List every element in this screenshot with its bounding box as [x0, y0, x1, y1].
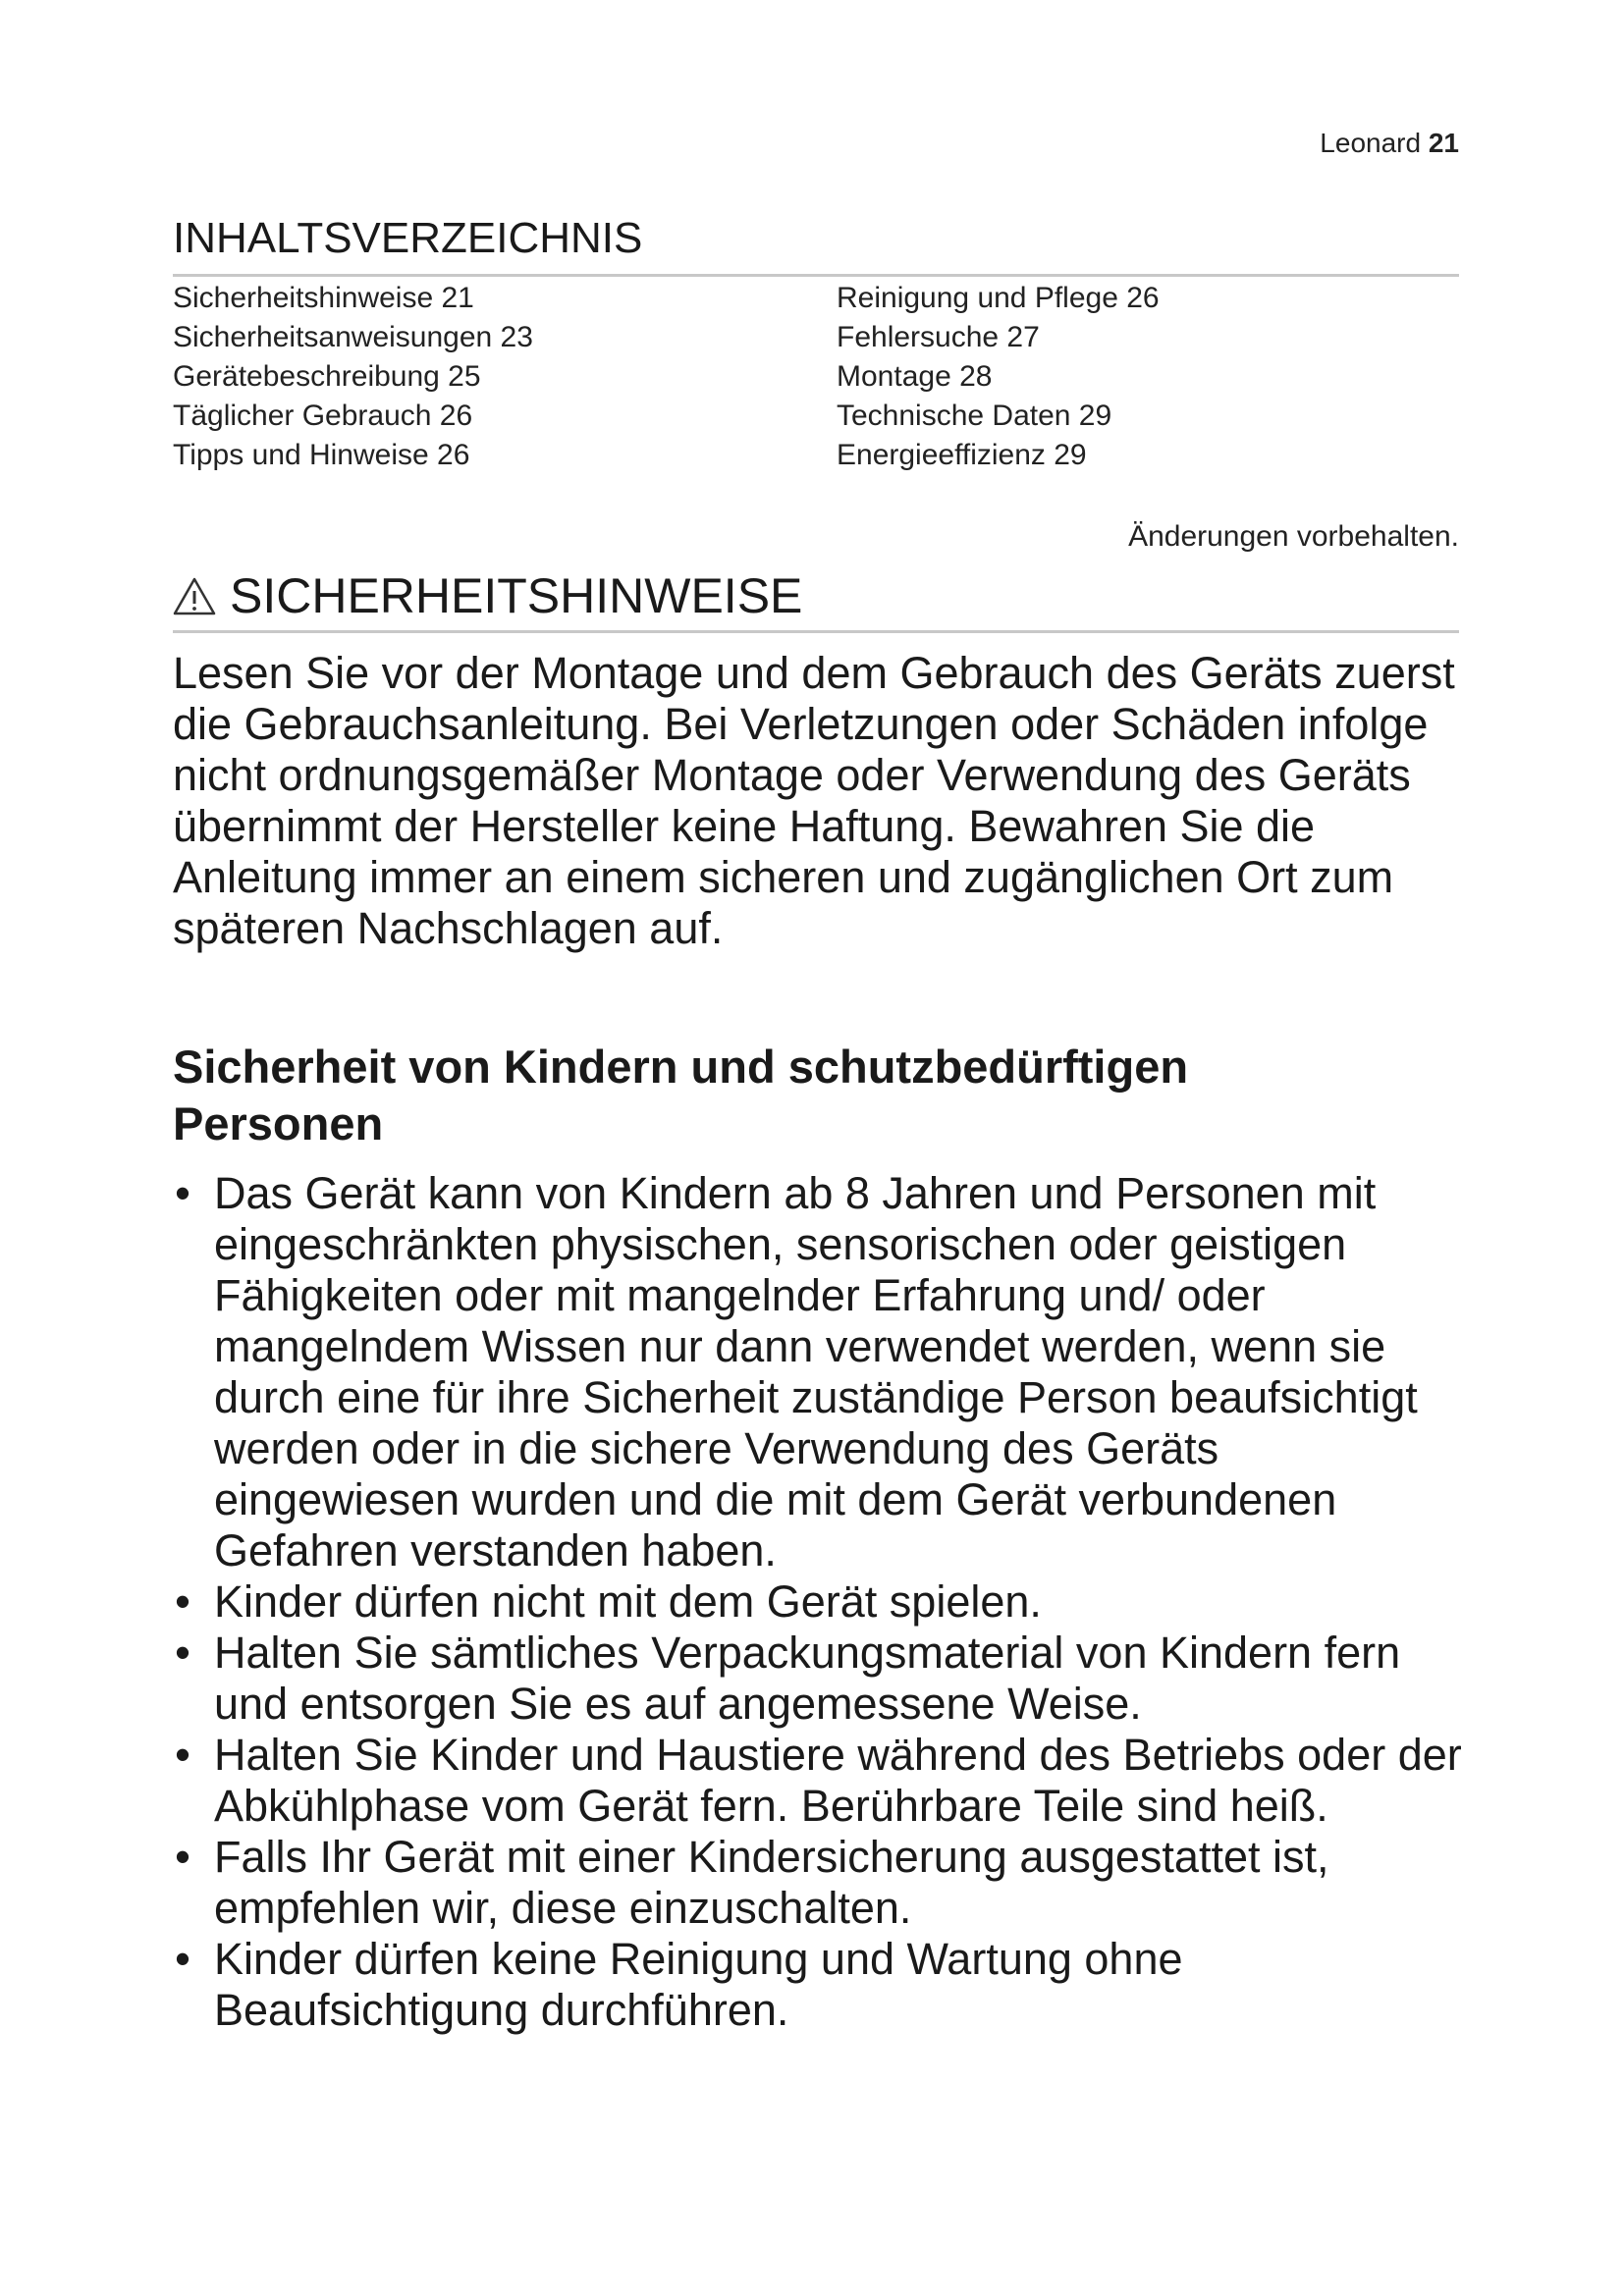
- bullet-icon: •: [175, 1934, 190, 1984]
- page-number: 21: [1428, 128, 1459, 158]
- brand-name: Leonard: [1320, 128, 1422, 158]
- bullet-icon: •: [175, 1168, 190, 1218]
- toc-item: Fehlersuche 27: [837, 321, 1040, 353]
- toc-right-column: [837, 279, 1160, 475]
- warning-triangle-icon: [173, 576, 216, 615]
- toc-item: Gerätebeschreibung 25: [173, 360, 481, 393]
- list-item: [173, 1832, 1469, 1934]
- changes-notice: Änderungen vorbehalten.: [1128, 520, 1459, 553]
- toc-item: Sicherheitshinweise 21: [173, 282, 474, 314]
- toc-title: INHALTSVERZEICHNIS: [173, 214, 643, 262]
- list-item: [173, 1576, 1469, 1628]
- bullet-icon: •: [175, 1576, 190, 1627]
- list-item-text: Kinder dürfen nicht mit dem Gerät spielen.: [214, 1576, 1042, 1627]
- page-header: [1320, 128, 1459, 159]
- toc-item: Technische Daten 29: [837, 400, 1112, 432]
- child-safety-title: Sicherheit von Kindern und schutzbedürftigen Personen: [173, 1041, 1189, 1149]
- toc-item: Reinigung und Pflege 26: [837, 282, 1160, 314]
- bullet-icon: •: [175, 1832, 190, 1882]
- toc-item: Montage 28: [837, 360, 993, 393]
- toc-divider: [173, 274, 1459, 277]
- toc-item: Energieeffizienz 29: [837, 439, 1087, 471]
- list-item: [173, 1168, 1469, 1576]
- safety-divider: [173, 630, 1459, 633]
- safety-title-text: SICHERHEITSHINWEISE: [230, 568, 803, 623]
- list-item: [173, 1730, 1469, 1832]
- toc-item: Sicherheitsanweisungen 23: [173, 321, 533, 353]
- list-item: [173, 1628, 1469, 1730]
- list-item: [173, 1934, 1469, 2036]
- safety-intro: Lesen Sie vor der Montage und dem Gebrauch des Geräts zuerst die Gebrauchsanleitung. Bei Verletzungen oder Schäden infolge nicht ordnungsgemäßer Montage oder Verwendung des Geräts übernimmt der Hersteller keine Haftung. Bewahren Sie die Anleitung immer an einem sicheren und zugänglichen Ort zum späteren Nachschlagen auf.: [173, 648, 1455, 953]
- list-item-text: Halten Sie sämtliches Verpackungsmaterial von Kindern fern und entsorgen Sie es auf angemessene Weise.: [214, 1628, 1401, 1729]
- list-item-text: Falls Ihr Gerät mit einer Kindersicherung ausgestattet ist, empfehlen wir, diese einzuschalten.: [214, 1832, 1329, 1933]
- bullet-icon: •: [175, 1730, 190, 1780]
- list-item-text: Halten Sie Kinder und Haustiere während des Betriebs oder der Abkühlphase vom Gerät fern. Berührbare Teile sind heiß.: [214, 1730, 1462, 1831]
- list-item-text: Kinder dürfen keine Reinigung und Wartung ohne Beaufsichtigung durchführen.: [214, 1934, 1183, 2035]
- toc-item: Täglicher Gebrauch 26: [173, 400, 473, 432]
- toc-left-column: [173, 279, 533, 475]
- safety-section-title: [173, 567, 802, 624]
- list-item-text: Das Gerät kann von Kindern ab 8 Jahren und Personen mit eingeschränkten physischen, sensorischen oder geistigen Fähigkeiten oder mit mangelnder Erfahrung und/ oder mangelndem Wissen nur dann verwendet werden, wenn sie durch eine für ihre Sicherheit zuständige Person beaufsichtigt werden oder in die sichere Verwendung des Geräts eingewiesen wurden und die mit dem Gerät verbundenen Gefahren verstanden haben.: [214, 1168, 1418, 1575]
- bullet-icon: •: [175, 1628, 190, 1678]
- toc-item: Tipps und Hinweise 26: [173, 439, 470, 471]
- child-safety-list: [173, 1168, 1469, 2036]
